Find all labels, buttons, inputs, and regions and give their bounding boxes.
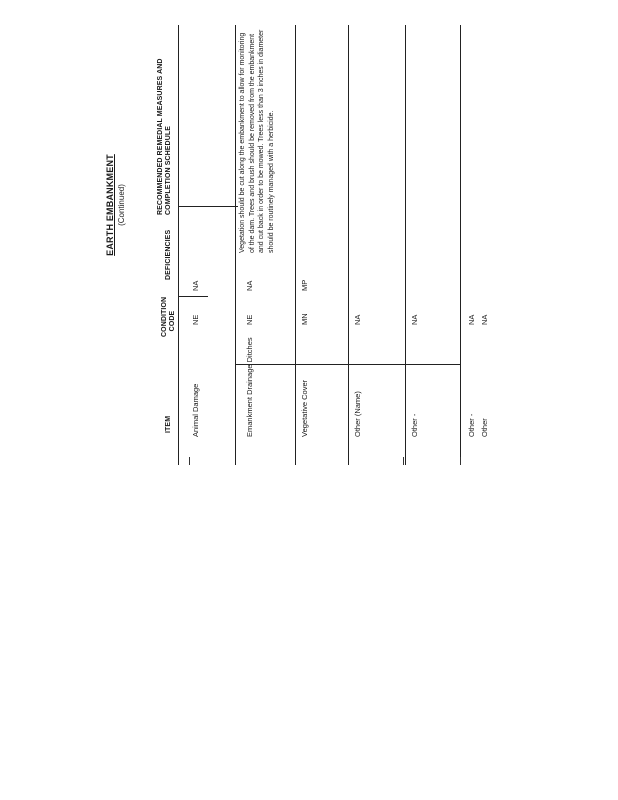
column-header-deficiencies: DEFICIENCIES (165, 229, 172, 280)
tick-mark (403, 457, 404, 465)
column-header-condition-code: CONDITION CODE (161, 296, 176, 337)
row-condition-code: NA (467, 314, 476, 325)
column-divider (178, 296, 208, 297)
row-deficiency: NA (245, 280, 254, 291)
row-divider (235, 25, 236, 465)
row-condition-code: NA (353, 314, 362, 325)
column-divider (178, 206, 238, 207)
earth-embankment-form (105, 25, 495, 465)
row-item-animal-damage: Animal Damage (191, 383, 200, 437)
row-item-other: Other - (467, 413, 476, 437)
tick-mark (460, 457, 461, 465)
row-item-embankment-drainage-ditches: Emankment Drainage Ditches (245, 337, 254, 437)
row-condition-code: MN (300, 313, 309, 325)
row-item-vegetative-cover: Vegetative Cover (300, 379, 309, 437)
row-condition-code: NA (480, 314, 489, 325)
form-subtitle: (Continued) (117, 184, 126, 226)
row-divider (460, 25, 461, 465)
row-condition-code: NA (410, 314, 419, 325)
form-title: EARTH EMBANKMENT (105, 154, 115, 256)
row-deficiency: MP (300, 279, 309, 291)
row-condition-code: NE (191, 314, 200, 325)
row-divider (348, 25, 349, 465)
column-header-recommended-measures: RECOMMENDED REMEDIAL MEASURES AND COMPLETION SCHEDULE (157, 58, 172, 215)
row-divider (295, 25, 296, 465)
row-deficiency: NA (191, 280, 200, 291)
row-divider (405, 25, 406, 465)
header-rule (178, 25, 179, 465)
row-item-other: Other - (410, 413, 419, 437)
row-condition-code: NE (245, 314, 254, 325)
row-recommendation-text: Vegetation should be cut along the embankment to allow for monitoring of the dam. Trees and brush should be removed from the embankment and cut back in order to be mowed. Trees less than 3 inches in diameter should be routinely managed with a herbicide. (239, 29, 275, 253)
tick-mark (189, 457, 190, 465)
row-item-other: Other (480, 418, 489, 437)
row-item-other-name: Other (Name) (353, 391, 362, 437)
column-header-item: ITEM (165, 415, 172, 433)
column-divider (235, 364, 460, 365)
